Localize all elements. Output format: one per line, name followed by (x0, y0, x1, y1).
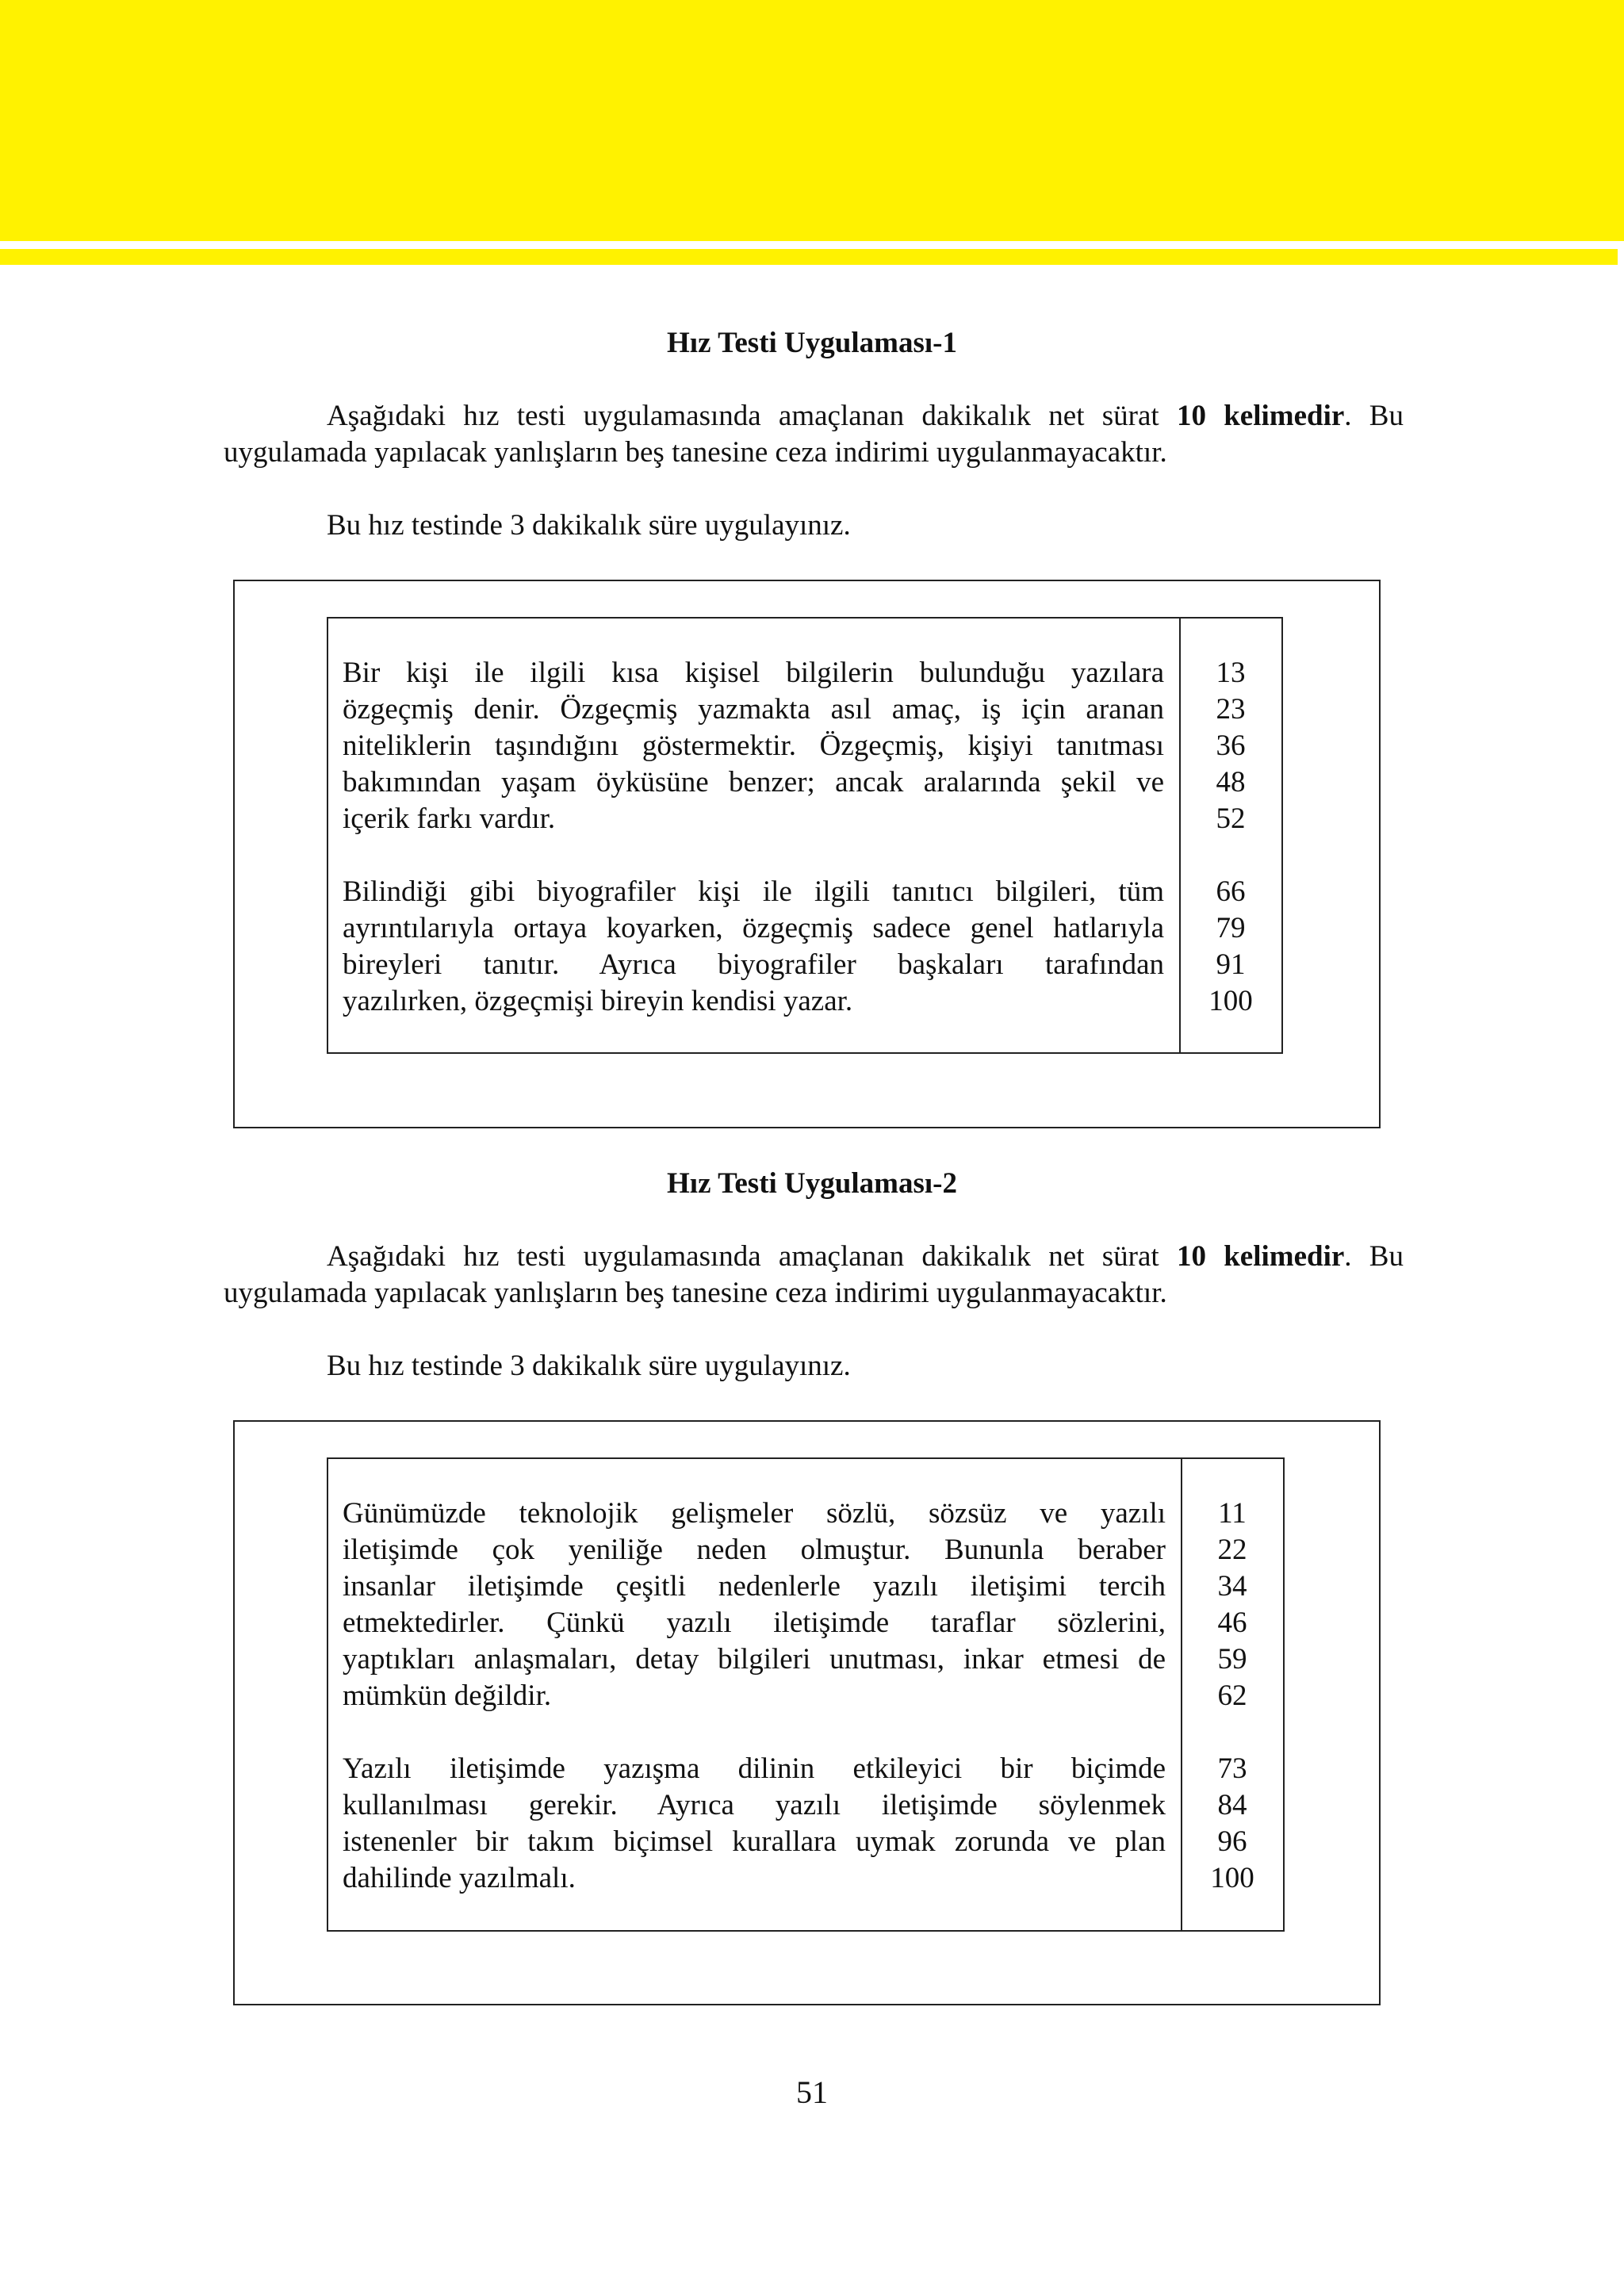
text-line: insanlar iletişimde çeşitli nedenlerle yazılı iletişimi tercih (343, 1570, 1166, 1603)
test-1-intro (224, 398, 1404, 471)
word-count: 59 (1217, 1643, 1247, 1676)
test-2-paragraph-1 (343, 1496, 1166, 1714)
test-2-intro-rest: . Bu uygulamada yapılacak yanlışların beş tanesine ceza indirimi uygulanmayacaktır. (224, 1240, 1404, 1309)
text-line: istenenler bir takım biçimsel kurallara uymak zorunda ve plan (343, 1825, 1166, 1858)
test-1-reading-text (343, 655, 1164, 1020)
text-line: içerik farkı vardır. (343, 802, 556, 835)
header-yellow-band (0, 0, 1624, 241)
test-1-intro-bold: 10 kelimedir (1176, 400, 1345, 432)
word-count: 100 (1208, 985, 1253, 1017)
test-2-duration: Bu hız testinde 3 dakikalık süre uygulayınız. (327, 1350, 851, 1382)
test-1-word-counts (1179, 655, 1282, 1020)
test-2-intro (224, 1239, 1404, 1312)
test-1-duration: Bu hız testinde 3 dakikalık süre uygulayınız. (327, 509, 851, 542)
word-count: 91 (1216, 948, 1246, 981)
header-yellow-stripe (0, 249, 1618, 265)
test-1-title: Hız Testi Uygulaması-1 (667, 327, 957, 359)
test-1-paragraph-2 (343, 874, 1164, 1020)
test-2-intro-text: Aşağıdaki hız testi uygulamasında amaçlanan dakikalık net sürat (327, 1240, 1177, 1273)
text-line: bakımından yaşam öyküsüne benzer; ancak aralarında şekil ve (343, 766, 1164, 799)
test-2-word-counts (1181, 1496, 1284, 1897)
text-line: iletişimde çok yeniliğe neden olmuştur. Bununla beraber (343, 1534, 1166, 1566)
test-1-intro-text: Aşağıdaki hız testi uygulamasında amaçlanan dakikalık net sürat (327, 400, 1177, 432)
word-count: 52 (1216, 802, 1246, 835)
word-count: 62 (1217, 1679, 1247, 1712)
text-line: dahilinde yazılmalı. (343, 1862, 576, 1894)
word-count: 100 (1210, 1862, 1254, 1894)
test-2-title: Hız Testi Uygulaması-2 (667, 1167, 957, 1200)
text-line: bireyleri tanıtır. Ayrıca biyografiler başkaları tarafından (343, 948, 1164, 981)
word-count: 79 (1216, 912, 1246, 944)
text-line: niteliklerin taşındığını göstermektir. Özgeçmiş, kişiyi tanıtması (343, 730, 1164, 762)
text-line: ayrıntılarıyla ortaya koyarken, özgeçmiş sadece genel hatlarıyla (343, 912, 1164, 944)
text-line: kullanılması gerekir. Ayrıca yazılı iletişimde söylenmek (343, 1789, 1166, 1821)
text-line: Bir kişi ile ilgili kısa kişisel bilgilerin bulunduğu yazılara (343, 657, 1164, 689)
text-line: Bilindiği gibi biyografiler kişi ile ilgili tanıtıcı bilgileri, tüm (343, 875, 1164, 908)
word-count: 36 (1216, 730, 1246, 762)
text-line: Günümüzde teknolojik gelişmeler sözlü, sözsüz ve yazılı (343, 1497, 1166, 1530)
word-count: 48 (1216, 766, 1246, 799)
page-number: 51 (796, 2074, 828, 2110)
test-1-intro-rest: . Bu uygulamada yapılacak yanlışların beş tanesine ceza indirimi uygulanmayacaktır. (224, 400, 1404, 469)
text-line: Yazılı iletişimde yazışma dilinin etkileyici bir biçimde (343, 1752, 1166, 1785)
text-line: mümkün değildir. (343, 1679, 552, 1712)
word-count: 23 (1216, 693, 1246, 726)
word-count: 22 (1217, 1534, 1247, 1566)
test-2-reading-text (343, 1496, 1166, 1897)
text-line: özgeçmiş denir. Özgeçmiş yazmakta asıl amaç, iş için aranan (343, 693, 1164, 726)
word-count: 96 (1217, 1825, 1247, 1858)
word-count: 34 (1217, 1570, 1247, 1603)
text-line: yazılırken, özgeçmişi bireyin kendisi yazar. (343, 985, 853, 1017)
text-line: etmektedirler. Çünkü yazılı iletişimde taraflar sözlerini, (343, 1607, 1166, 1639)
text-line: yaptıkları anlaşmaları, detay bilgileri unutması, inkar etmesi de (343, 1643, 1166, 1676)
test-2-intro-bold: 10 kelimedir (1176, 1240, 1345, 1273)
word-count: 73 (1217, 1752, 1247, 1785)
word-count: 11 (1218, 1497, 1247, 1530)
word-count: 84 (1217, 1789, 1247, 1821)
word-count: 46 (1217, 1607, 1247, 1639)
test-1-paragraph-1 (343, 655, 1164, 837)
word-count: 66 (1216, 875, 1246, 908)
word-count: 13 (1216, 657, 1246, 689)
test-2-paragraph-2 (343, 1751, 1166, 1897)
